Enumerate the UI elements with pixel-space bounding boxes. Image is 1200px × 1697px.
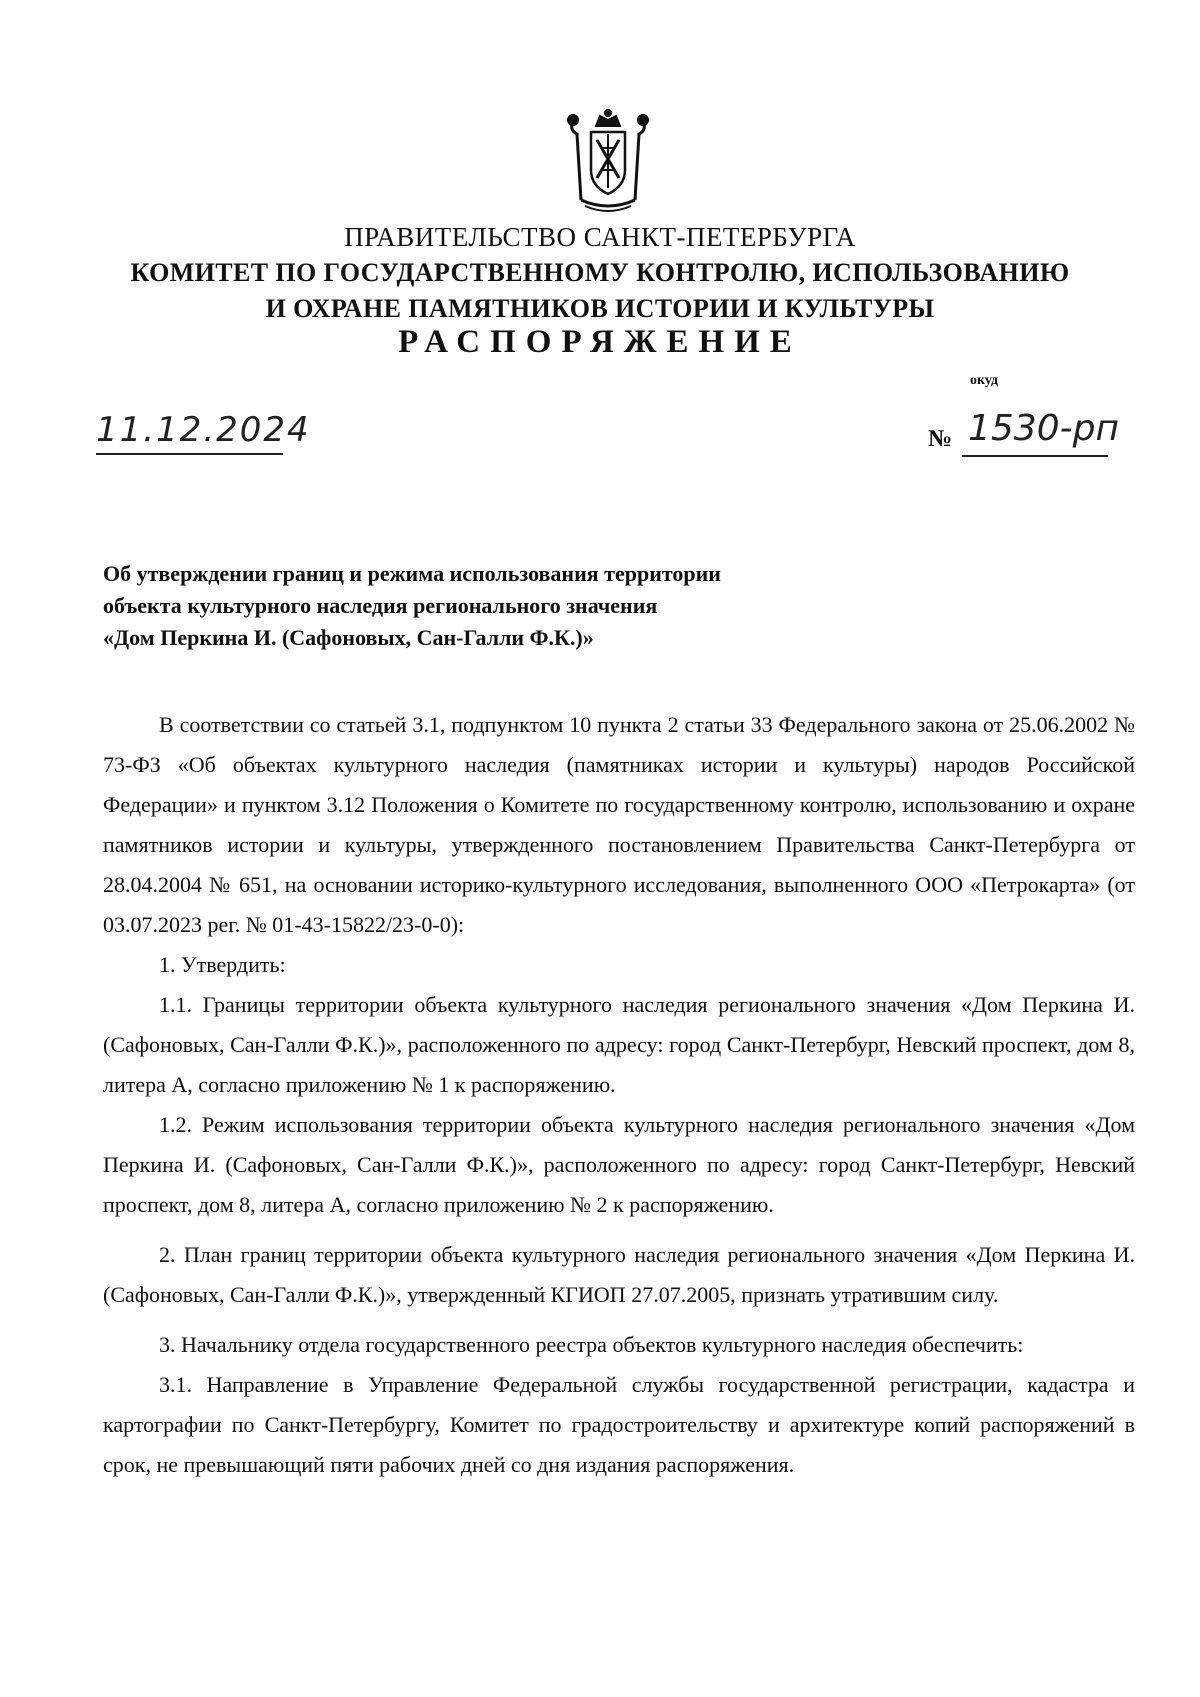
number-underline <box>962 455 1108 457</box>
number-sign: № <box>928 426 953 452</box>
paragraph-1: 1. Утвердить: <box>159 952 286 977</box>
subject-line-3: «Дом Перкина И. (Сафоновых, Сан-Галли Ф.К.)» <box>103 625 594 650</box>
document-date: 11.12.2024 <box>96 410 311 450</box>
date-underline <box>96 453 283 455</box>
paragraph-3: 3. Начальнику отдела государственного реестра объектов культурного наследия обеспечить: <box>159 1332 1024 1357</box>
document-subject <box>103 558 1003 654</box>
paragraph-preamble: В соответствии со статьей 3.1, подпунктом 10 пункта 2 статьи 33 Федерального закона от 25.06.2002 № 73-ФЗ «Об объектах культурного наследия (памятниках истории и культуры) народов Российской Федерации» и пунктом 3.12 Положения о Комитете по государственному контролю, использованию и охране памятников истории и культуры, утвержденного постановлением Правительства Санкт-Петербурга от 28.04.2004 № 651, на основании историко-культурного исследования, выполненного ООО «Петрокарта» (от 03.07.2023 рег. № 01-43-15822/23-0-0): <box>103 712 1135 937</box>
paragraph-3-1: 3.1. Направление в Управление Федеральной службы государственной регистрации, кадастра и картографии по Санкт-Петербургу, Комитет по градостроительству и архитектуре копий распоряжений в срок, не превышающий пяти рабочих дней со дня издания распоряжения. <box>103 1372 1135 1477</box>
document-type-title: РАСПОРЯЖЕНИЕ <box>398 324 802 360</box>
paragraph-1-1: 1.1. Границы территории объекта культурного наследия регионального значения «Дом Перкина И. (Сафоновых, Сан-Галли Ф.К.)», расположенного по адресу: город Санкт-Петербург, Невский проспект, дом 8, литера А, согласно приложению № 1 к распоряжению. <box>103 992 1135 1097</box>
document-body <box>103 705 1135 1485</box>
coat-of-arms-icon <box>563 108 653 216</box>
committee-line-2: И ОХРАНЕ ПАМЯТНИКОВ ИСТОРИИ И КУЛЬТУРЫ <box>265 294 935 323</box>
committee-line-1: КОМИТЕТ ПО ГОСУДАРСТВЕННОМУ КОНТРОЛЮ, ИСПОЛЬЗОВАНИЮ <box>130 258 1070 287</box>
paragraph-2: 2. План границ территории объекта культурного наследия регионального значения «Дом Перкина И. (Сафоновых, Сан-Галли Ф.К.)», утвержденный КГИОП 27.07.2005, признать утратившим силу. <box>103 1242 1135 1307</box>
subject-line-1: Об утверждении границ и режима использования территории <box>103 561 721 586</box>
committee-heading <box>0 255 1200 327</box>
government-heading: ПРАВИТЕЛЬСТВО САНКТ-ПЕТЕРБУРГА <box>344 222 856 252</box>
subject-line-2: объекта культурного наследия регионального значения <box>103 593 658 618</box>
document-number: 1530-рп <box>968 408 1119 449</box>
okud-label: окуд <box>970 373 999 388</box>
paragraph-1-2: 1.2. Режим использования территории объекта культурного наследия регионального значения «Дом Перкина И. (Сафоновых, Сан-Галли Ф.К.)», расположенного по адресу: город Санкт-Петербург, Невский проспект, дом 8, литера А, согласно приложению № 2 к распоряжению. <box>103 1112 1135 1217</box>
